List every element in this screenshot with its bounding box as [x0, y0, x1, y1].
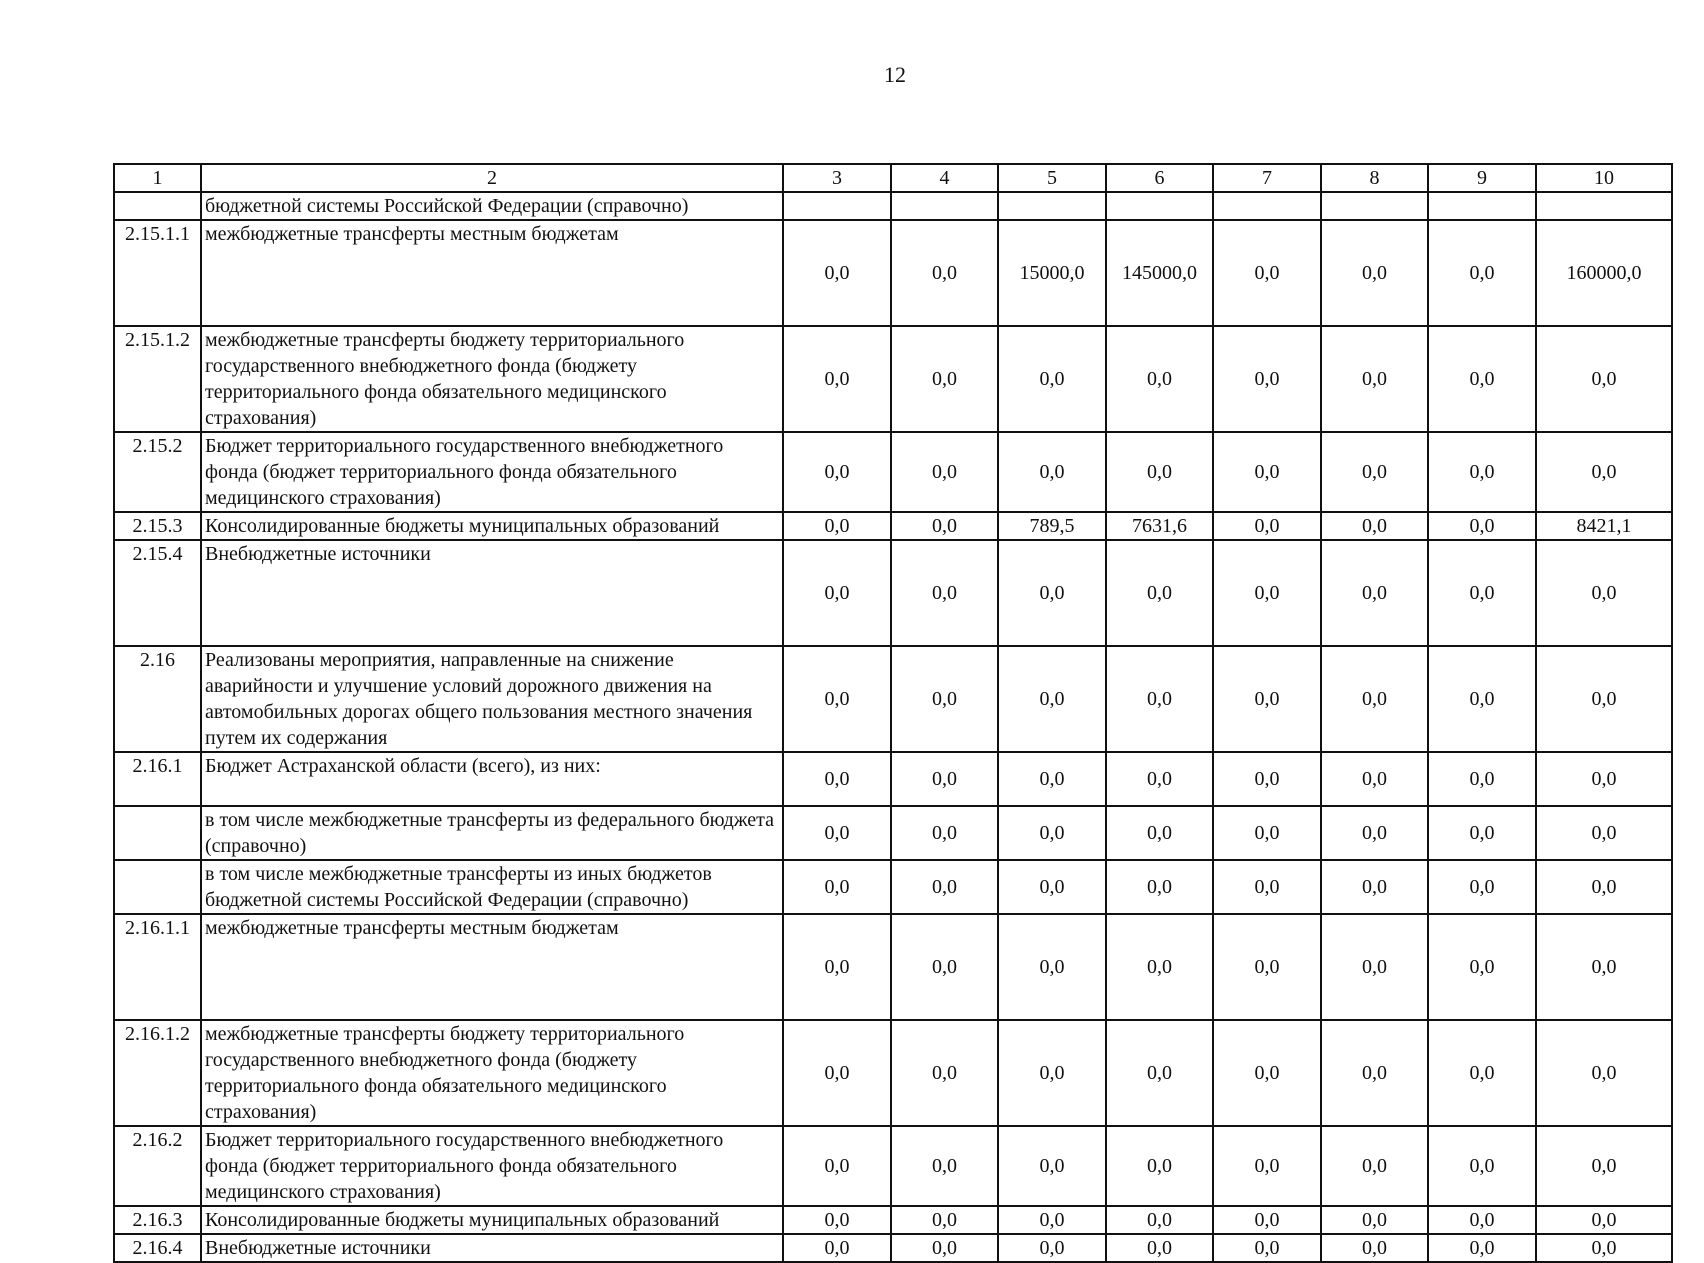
value-cell: 0,0: [998, 432, 1106, 512]
value-cell: 0,0: [1428, 914, 1536, 1020]
table-row: [114, 646, 1672, 752]
value-cell: 0,0: [891, 914, 998, 1020]
value-cell: 0,0: [1213, 914, 1321, 1020]
row-code-cell: 2.15.4: [114, 540, 201, 646]
value-cell: 0,0: [891, 1126, 998, 1206]
value-cell: 8421,1: [1536, 512, 1672, 540]
value-cell: 0,0: [1321, 1020, 1428, 1126]
row-code-cell: 2.15.1.1: [114, 220, 201, 326]
table-row: [114, 1234, 1672, 1262]
value-cell: 0,0: [891, 512, 998, 540]
value-cell: 0,0: [1428, 512, 1536, 540]
value-cell: 0,0: [1106, 646, 1213, 752]
value-cell: 0,0: [998, 1126, 1106, 1206]
value-cell: 789,5: [998, 512, 1106, 540]
row-name-cell: Внебюджетные источники: [201, 1234, 783, 1262]
value-cell: 0,0: [1536, 914, 1672, 1020]
value-cell: 0,0: [1213, 512, 1321, 540]
row-name-cell: бюджетной системы Российской Федерации (справочно): [201, 192, 783, 220]
value-cell: [1536, 192, 1672, 220]
value-cell: 0,0: [783, 432, 891, 512]
table-row: [114, 1206, 1672, 1234]
value-cell: 0,0: [1428, 1126, 1536, 1206]
column-number-header: 3: [783, 164, 891, 192]
row-name-cell: Бюджет территориального государственного внебюджетного фонда (бюджет территориального фонда обязательного медицинского страхования): [201, 1126, 783, 1206]
value-cell: 0,0: [1213, 1020, 1321, 1126]
value-cell: 0,0: [1106, 1020, 1213, 1126]
value-cell: 0,0: [1428, 432, 1536, 512]
value-cell: 0,0: [783, 1206, 891, 1234]
value-cell: 0,0: [998, 806, 1106, 860]
value-cell: 0,0: [1428, 860, 1536, 914]
value-cell: 0,0: [1106, 1126, 1213, 1206]
value-cell: 0,0: [1536, 1206, 1672, 1234]
value-cell: 0,0: [1428, 806, 1536, 860]
column-number-header: 1: [114, 164, 201, 192]
value-cell: 0,0: [783, 326, 891, 432]
value-cell: 0,0: [998, 540, 1106, 646]
column-number-header: 7: [1213, 164, 1321, 192]
budget-table: [113, 163, 1673, 1263]
table-row: [114, 326, 1672, 432]
value-cell: 0,0: [1536, 806, 1672, 860]
column-number-header: 5: [998, 164, 1106, 192]
row-code-cell: 2.15.3: [114, 512, 201, 540]
column-number-header: 6: [1106, 164, 1213, 192]
value-cell: 0,0: [1428, 1206, 1536, 1234]
row-name-cell: Реализованы мероприятия, направленные на снижение аварийности и улучшение условий дорожного движения на автомобильных дорогах общего пользования местного значения путем их содержания: [201, 646, 783, 752]
value-cell: 0,0: [1213, 540, 1321, 646]
table-row: [114, 432, 1672, 512]
value-cell: 0,0: [1428, 220, 1536, 326]
value-cell: 0,0: [891, 860, 998, 914]
row-name-cell: Внебюджетные источники: [201, 540, 783, 646]
table-row: [114, 1020, 1672, 1126]
value-cell: 0,0: [1321, 1126, 1428, 1206]
value-cell: 0,0: [998, 646, 1106, 752]
value-cell: 0,0: [1321, 1206, 1428, 1234]
table-row: [114, 1126, 1672, 1206]
value-cell: 0,0: [998, 752, 1106, 806]
value-cell: 0,0: [1213, 860, 1321, 914]
column-number-header: 2: [201, 164, 783, 192]
value-cell: 0,0: [1106, 432, 1213, 512]
value-cell: 0,0: [1321, 220, 1428, 326]
row-code-cell: 2.16.1.2: [114, 1020, 201, 1126]
value-cell: 0,0: [1106, 806, 1213, 860]
value-cell: 0,0: [783, 1126, 891, 1206]
column-number-header: 4: [891, 164, 998, 192]
value-cell: 0,0: [1321, 646, 1428, 752]
value-cell: 0,0: [891, 806, 998, 860]
value-cell: 0,0: [1536, 1020, 1672, 1126]
row-name-cell: межбюджетные трансферты бюджету территориального государственного внебюджетного фонда (бюджету территориального фонда обязательного медицинского страхования): [201, 326, 783, 432]
table-row: [114, 752, 1672, 806]
value-cell: 0,0: [783, 752, 891, 806]
row-name-cell: межбюджетные трансферты бюджету территориального государственного внебюджетного фонда (бюджету территориального фонда обязательного медицинского страхования): [201, 1020, 783, 1126]
value-cell: 0,0: [783, 540, 891, 646]
value-cell: 0,0: [1106, 540, 1213, 646]
row-code-cell: 2.16.3: [114, 1206, 201, 1234]
row-name-cell: Консолидированные бюджеты муниципальных образований: [201, 512, 783, 540]
row-name-cell: Бюджет Астраханской области (всего), из них:: [201, 752, 783, 806]
value-cell: 0,0: [783, 512, 891, 540]
value-cell: 0,0: [1213, 752, 1321, 806]
value-cell: 0,0: [1536, 646, 1672, 752]
value-cell: 0,0: [1213, 646, 1321, 752]
value-cell: [1321, 192, 1428, 220]
value-cell: 0,0: [891, 326, 998, 432]
table-row: [114, 220, 1672, 326]
value-cell: 0,0: [1106, 1206, 1213, 1234]
value-cell: 0,0: [783, 646, 891, 752]
row-name-cell: Бюджет территориального государственного внебюджетного фонда (бюджет территориального фонда обязательного медицинского страхования): [201, 432, 783, 512]
value-cell: 0,0: [1428, 326, 1536, 432]
value-cell: [1213, 192, 1321, 220]
row-code-cell: 2.16.1: [114, 752, 201, 806]
value-cell: 0,0: [1536, 752, 1672, 806]
row-name-cell: межбюджетные трансферты местным бюджетам: [201, 914, 783, 1020]
value-cell: 0,0: [1213, 1206, 1321, 1234]
value-cell: [1428, 192, 1536, 220]
value-cell: 0,0: [1106, 752, 1213, 806]
table-header-row: [114, 164, 1672, 192]
value-cell: 0,0: [783, 860, 891, 914]
table-row: [114, 512, 1672, 540]
value-cell: 0,0: [1213, 220, 1321, 326]
value-cell: 0,0: [783, 220, 891, 326]
value-cell: 0,0: [891, 220, 998, 326]
value-cell: 0,0: [1321, 806, 1428, 860]
value-cell: 160000,0: [1536, 220, 1672, 326]
value-cell: 7631,6: [1106, 512, 1213, 540]
value-cell: 15000,0: [998, 220, 1106, 326]
value-cell: 0,0: [783, 1020, 891, 1126]
value-cell: 0,0: [1213, 326, 1321, 432]
value-cell: 0,0: [1321, 326, 1428, 432]
value-cell: 0,0: [1321, 1234, 1428, 1262]
value-cell: 0,0: [998, 914, 1106, 1020]
value-cell: 0,0: [1428, 752, 1536, 806]
value-cell: 0,0: [1321, 432, 1428, 512]
value-cell: 0,0: [1428, 646, 1536, 752]
row-code-cell: 2.16.4: [114, 1234, 201, 1262]
value-cell: 0,0: [891, 540, 998, 646]
value-cell: [783, 192, 891, 220]
page-number: 12: [884, 62, 906, 87]
value-cell: 0,0: [891, 752, 998, 806]
value-cell: 0,0: [783, 1234, 891, 1262]
value-cell: 0,0: [891, 1206, 998, 1234]
value-cell: 0,0: [1106, 1234, 1213, 1262]
column-number-header: 9: [1428, 164, 1536, 192]
value-cell: 0,0: [1536, 1234, 1672, 1262]
value-cell: [1106, 192, 1213, 220]
value-cell: [891, 192, 998, 220]
row-code-cell: 2.16.2: [114, 1126, 201, 1206]
value-cell: 0,0: [1321, 752, 1428, 806]
row-code-cell: [114, 192, 201, 220]
table-row: [114, 860, 1672, 914]
value-cell: [998, 192, 1106, 220]
value-cell: 0,0: [783, 806, 891, 860]
row-name-cell: межбюджетные трансферты местным бюджетам: [201, 220, 783, 326]
row-code-cell: 2.16: [114, 646, 201, 752]
value-cell: 0,0: [891, 432, 998, 512]
row-name-cell: Консолидированные бюджеты муниципальных образований: [201, 1206, 783, 1234]
value-cell: 0,0: [1536, 540, 1672, 646]
value-cell: 0,0: [1428, 540, 1536, 646]
column-number-header: 10: [1536, 164, 1672, 192]
value-cell: 0,0: [998, 1206, 1106, 1234]
row-name-cell: в том числе межбюджетные трансферты из федерального бюджета (справочно): [201, 806, 783, 860]
value-cell: 0,0: [1321, 512, 1428, 540]
table-row: [114, 914, 1672, 1020]
value-cell: 145000,0: [1106, 220, 1213, 326]
row-name-cell: в том числе межбюджетные трансферты из иных бюджетов бюджетной системы Российской Федерации (справочно): [201, 860, 783, 914]
value-cell: 0,0: [998, 860, 1106, 914]
value-cell: 0,0: [1106, 326, 1213, 432]
value-cell: 0,0: [891, 1234, 998, 1262]
value-cell: 0,0: [1536, 860, 1672, 914]
table-row: [114, 806, 1672, 860]
value-cell: 0,0: [783, 914, 891, 1020]
column-number-header: 8: [1321, 164, 1428, 192]
row-code-cell: 2.15.2: [114, 432, 201, 512]
row-code-cell: 2.16.1.1: [114, 914, 201, 1020]
value-cell: 0,0: [1213, 806, 1321, 860]
row-code-cell: [114, 860, 201, 914]
value-cell: 0,0: [1321, 914, 1428, 1020]
value-cell: 0,0: [1428, 1234, 1536, 1262]
value-cell: 0,0: [1106, 914, 1213, 1020]
value-cell: 0,0: [998, 1020, 1106, 1126]
value-cell: 0,0: [891, 1020, 998, 1126]
value-cell: 0,0: [891, 646, 998, 752]
value-cell: 0,0: [1213, 1234, 1321, 1262]
value-cell: 0,0: [998, 326, 1106, 432]
value-cell: 0,0: [1106, 860, 1213, 914]
value-cell: 0,0: [1536, 432, 1672, 512]
value-cell: 0,0: [1536, 326, 1672, 432]
value-cell: 0,0: [1321, 860, 1428, 914]
row-code-cell: [114, 806, 201, 860]
value-cell: 0,0: [1213, 432, 1321, 512]
row-code-cell: 2.15.1.2: [114, 326, 201, 432]
table-row: [114, 540, 1672, 646]
value-cell: 0,0: [1536, 1126, 1672, 1206]
value-cell: 0,0: [1321, 540, 1428, 646]
value-cell: 0,0: [998, 1234, 1106, 1262]
value-cell: 0,0: [1213, 1126, 1321, 1206]
table-row: [114, 192, 1672, 220]
value-cell: 0,0: [1428, 1020, 1536, 1126]
